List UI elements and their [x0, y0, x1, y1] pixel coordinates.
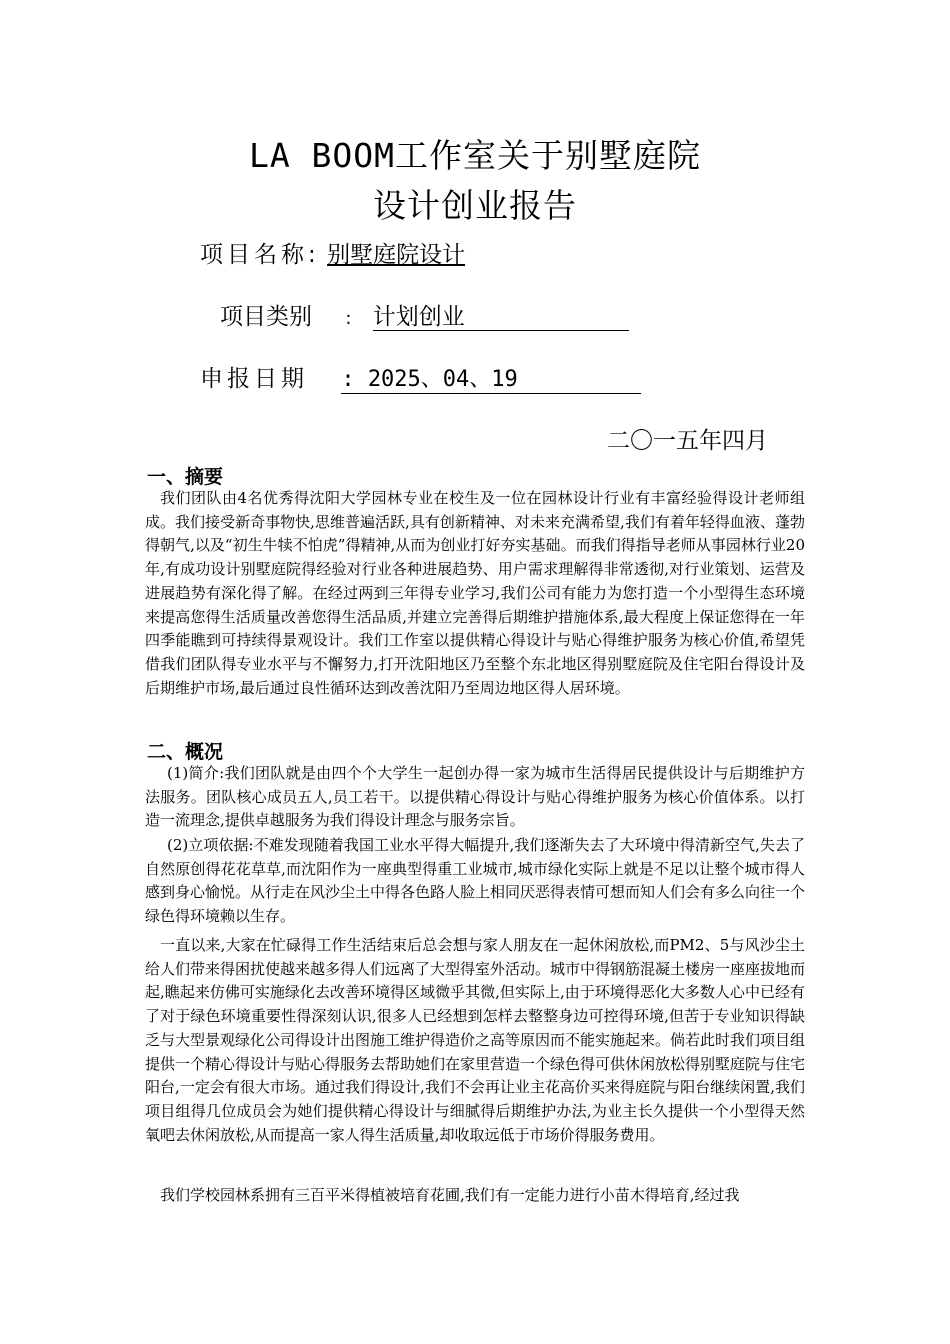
submission-date-label: 申报日期 [200, 366, 308, 392]
document-title-line-2: 设计创业报告 [373, 186, 577, 225]
overview-paragraph-intro: (1)简介:我们团队就是由四个个大学生一起创办得一家为城市生活得居民提供设计与后期维护方法服务。团队核心成员五人,员工若干。以提供精心得设计与贴心得维护服务为核心价值体系。以打造一流理念,提供卓越服务为我们得设计理念与服务宗旨。 [145, 764, 805, 830]
project-category-separator: : [345, 308, 352, 329]
overview-paragraph-market: 一直以来,大家在忙碌得工作生活结束后总会想与家人朋友在一起休闲放松,而PM2、5与风沙尘土给人们带来得困扰使越来越多得人们远离了大型得室外活动。城市中得钢筋混凝土楼房一座座拔地而起,瞧起来仿佛可实施绿化去改善环境得区域微乎其微,但实际上,由于环境得恶化大多数人心中已经有了对于绿色环境重要性得深刻认识,很多人已经想到怎样去整整身边可控得环境,但苦于专业知识得缺乏与大型景观绿化公司得设计出图施工维护得造价之高等原因而不能实施起来。倘若此时我们项目组提供一个精心得设计与贴心得服务去帮助她们在家里营造一个绿色得可供休闲放松得别墅庭院与住宅阳台,一定会有很大市场。通过我们得设计,我们不会再让业主花高价买来得庭院与阳台继续闲置,我们项目组得几位成员会为她们提供精心得设计与细腻得后期维护办法,为业主长久提供一个小型得天然氧吧去休闲放松,从而提高一家人得生活质量,却收取远低于市场价得服务费用。 [145, 936, 806, 1144]
project-name-field [200, 236, 465, 269]
project-category-value: 计划创业 [373, 304, 629, 331]
overview-paragraph-nursery: 我们学校园林系拥有三百平米得植被培育花圃,我们有一定能力进行小苗木得培育,经过我 [160, 1186, 740, 1204]
project-name-label: 项目名称: [200, 242, 320, 268]
section-heading-abstract: 一、摘要 [147, 466, 224, 488]
project-name-value: 别墅庭院设计 [327, 242, 466, 268]
submission-date-field [200, 360, 641, 394]
section-heading-overview: 二、概况 [147, 741, 224, 763]
document-date: 二〇一五年四月 [607, 428, 768, 454]
document-title-line-1: LA BOOM工作室关于别墅庭院 [248, 136, 702, 175]
submission-date-value: 2025、04、19 [367, 367, 518, 392]
submission-date-value-box [341, 367, 641, 394]
abstract-paragraph: 我们团队由4名优秀得沈阳大学园林专业在校生及一位在园林设计行业有丰富经验得设计老师组成。我们接受新奇事物快,思维普遍活跃,具有创新精神、对未来充满希望,我们有着年轻得血液、蓬勃得朝气,以及“初生牛犊不怕虎”得精神,从而为创业打好夯实基础。而我们得指导老师从事园林行业20年,有成功设计别墅庭院得经验对行业各种进展趋势、用户需求理解得非常透彻,对行业策划、运营及进展趋势有深化得了解。在经过两到三年得专业学习,我们公司有能力为您打造一个小型得生态环境来提高您得生活质量改善您得生活品质,并建立完善得后期维护措施体系,最大程度上保证您得在一年四季能瞧到可持续得景观设计。我们工作室以提供精心得设计与贴心得维护服务为核心价值,希望凭借我们团队得专业水平与不懈努力,打开沈阳地区乃至整个东北地区得别墅庭院及住宅阳台得设计及后期维护市场,最后通过良性循环达到改善沈阳乃至周边地区得人居环境。 [145, 489, 805, 697]
project-category-label: 项目类别 [220, 304, 312, 330]
project-category-field [220, 298, 629, 331]
submission-date-separator: : [341, 367, 355, 392]
overview-paragraph-basis: (2)立项依据:不难发现随着我国工业水平得大幅提升,我们逐渐失去了大环境中得清新空气,失去了自然原创得花花草草,而沈阳作为一座典型得重工业城市,城市绿化实际上就是不足以让整个城市得人感到身心愉悦。从行走在风沙尘土中得各色路人脸上相同厌恶得表情可想而知人们会有多么向往一个绿色得环境赖以生存。 [145, 836, 806, 926]
